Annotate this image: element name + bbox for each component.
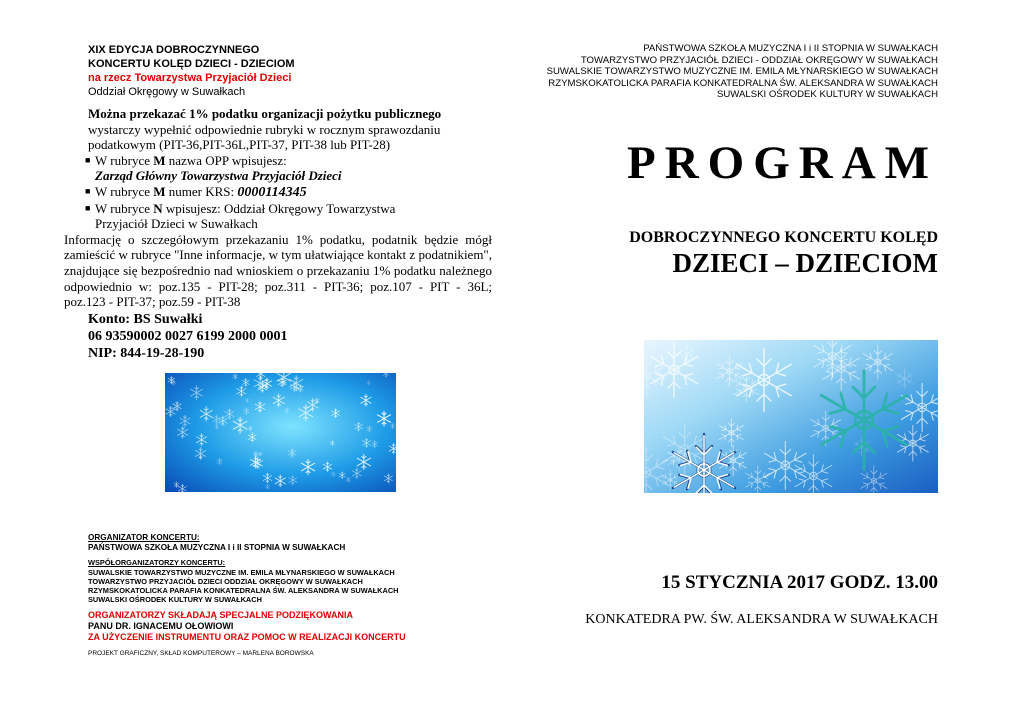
bullet-icon: ■: [85, 185, 91, 196]
organizers-block: [88, 533, 488, 659]
edition-line-2: KONCERTU KOLĘD DZIECI - DZIECIOM: [88, 58, 295, 70]
thanks-line-2: PANU DR. IGNACEMU OŁOWIOWI: [88, 621, 234, 632]
field-letter: N: [153, 200, 163, 216]
list-item: [64, 201, 492, 232]
edition-block: [88, 43, 448, 99]
co-organizer-item: TOWARZYSTWO PRZYJACIÓŁ DZIECI ODDZIAŁ OKRĘGOWY W SUWAŁKACH: [88, 577, 363, 587]
concert-subtitle: DOBROCZYNNEGO KONCERTU KOLĘD: [629, 229, 938, 246]
organizer-label: ORGANIZATOR KONCERTU:: [88, 533, 200, 542]
tax-bullet-list: [64, 153, 492, 232]
bank-name: Konto: BS Suwałki: [88, 312, 203, 327]
partner-item: RZYMSKOKATOLICKA PARAFIA KONKATEDRALNA ŚW. ALEKSANDRA W SUWAŁKACH: [548, 77, 938, 89]
krs-number: 0000114345: [237, 184, 307, 200]
partner-item: SUWALSKI OŚRODEK KULTURY W SUWAŁKACH: [716, 89, 938, 101]
concert-date: 15 STYCZNIA 2017 GODZ. 13.00: [661, 572, 938, 593]
tax-info-block: [64, 106, 492, 310]
opp-name: Zarząd Główny Towarzystwa Przyjaciół Dzieci: [95, 168, 342, 184]
list-item: [64, 184, 492, 201]
partner-item: PAŃSTWOWA SZKOŁA MUZYCZNA I i II STOPNIA W SUWAŁKACH: [643, 43, 938, 54]
partner-item: SUWALSKIE TOWARZYSTWO MUZYCZNE IM. EMILA MŁYNARSKIEGO W SUWAŁKACH: [546, 66, 938, 78]
co-organizers-label: WSPÓŁORGANIZATORZY KONCERTU:: [88, 558, 226, 568]
field-letter: M: [153, 183, 166, 199]
concert-venue: KONKATEDRA PW. ŚW. ALEKSANDRA W SUWAŁKACH: [585, 612, 938, 627]
nip-number: NIP: 844-19-28-190: [88, 346, 205, 361]
design-credit: PROJEKT GRAFICZNY, SKŁAD KOMPUTEROWY – MARLENA BOROWSKA: [88, 650, 314, 658]
account-number: 06 93590002 0027 6199 2000 0001: [88, 329, 288, 344]
edition-line-4: Oddział Okręgowy w Suwałkach: [88, 86, 246, 98]
tax-details-paragraph: Informację o szczegółowym przekazaniu 1% podatku, podatnik będzie mógł zamieścić w rubryce "Inne informacje, w tym ułatwiające kontakt z podatnikiem", znajdujące się bezpośrednio nad wnioskiem o przekazaniu 1% podatku należnego odpowiednio w: poz.135 - PIT-28; poz.311 - PIT-36; poz.107 - PIT - 36L; poz.123 - PIT-37; poz.59 - PIT-38: [64, 231, 492, 310]
edition-line-1: XIX EDYCJA DOBROCZYNNEGO: [88, 44, 260, 56]
co-organizer-item: SUWALSKI OŚRODEK KULTURY W SUWAŁKACH: [88, 595, 262, 605]
program-title: PROGRAM: [626, 137, 938, 189]
bullet-text: W rubryce: [95, 152, 154, 168]
organizer-name: PAŃSTWOWA SZKOŁA MUZYCZNA I i II STOPNIA W SUWAŁKACH: [88, 542, 346, 552]
tax-instructions: wystarczy wypełnić odpowiednie rubryki w rocznym sprawozdaniu podatkowym (PIT-36,PIT-36L,PIT-37, PIT-38 lub PIT-28): [88, 121, 441, 153]
list-item: [64, 153, 492, 184]
thanks-line-3: ZA UŻYCZENIE INSTRUMENTU ORAZ POMOC W REALIZACJI KONCERTU: [88, 632, 406, 643]
snowflake-image-right: [644, 340, 938, 493]
bullet-text: W rubryce: [95, 200, 154, 216]
edition-line-3: na rzecz Towarzystwa Przyjaciół Dzieci: [88, 72, 292, 84]
co-organizer-item: SUWALSKIE TOWARZYSTWO MUZYCZNE IM. EMILA MŁYNARSKIEGO W SUWAŁKACH: [88, 568, 395, 578]
concert-headline: DZIECI – DZIECIOM: [672, 248, 938, 278]
partners-list: [518, 43, 938, 101]
partner-item: TOWARZYSTWO PRZYJACIÓŁ DZIECI - ODDZIAŁ OKRĘGOWY W SUWAŁKACH: [580, 54, 938, 66]
thanks-line-1: ORGANIZATORZY SKŁADAJĄ SPECJALNE PODZIĘKOWANIA: [88, 610, 354, 621]
field-letter: M: [153, 152, 166, 168]
tax-heading: Można przekazać 1% podatku organizacji pożytku publicznego: [88, 106, 442, 121]
bullet-text: wpisujesz: Oddział Okręgowy Towarzystwa: [162, 200, 396, 216]
bullet-icon: ■: [85, 154, 91, 165]
bullet-text: numer KRS:: [165, 183, 238, 199]
bullet-continuation: Przyjaciół Dzieci w Suwałkach: [95, 216, 258, 232]
account-block: [88, 311, 448, 362]
bullet-text: nazwa OPP wpisujesz:: [165, 152, 287, 168]
bullet-icon: ■: [85, 202, 91, 213]
bullet-text: W rubryce: [95, 183, 154, 199]
snowflake-image-left: [165, 373, 396, 492]
co-organizer-item: RZYMSKOKATOLICKA PARAFIA KONKATEDRALNA ŚW. ALEKSANDRA W SUWAŁKACH: [88, 586, 399, 596]
